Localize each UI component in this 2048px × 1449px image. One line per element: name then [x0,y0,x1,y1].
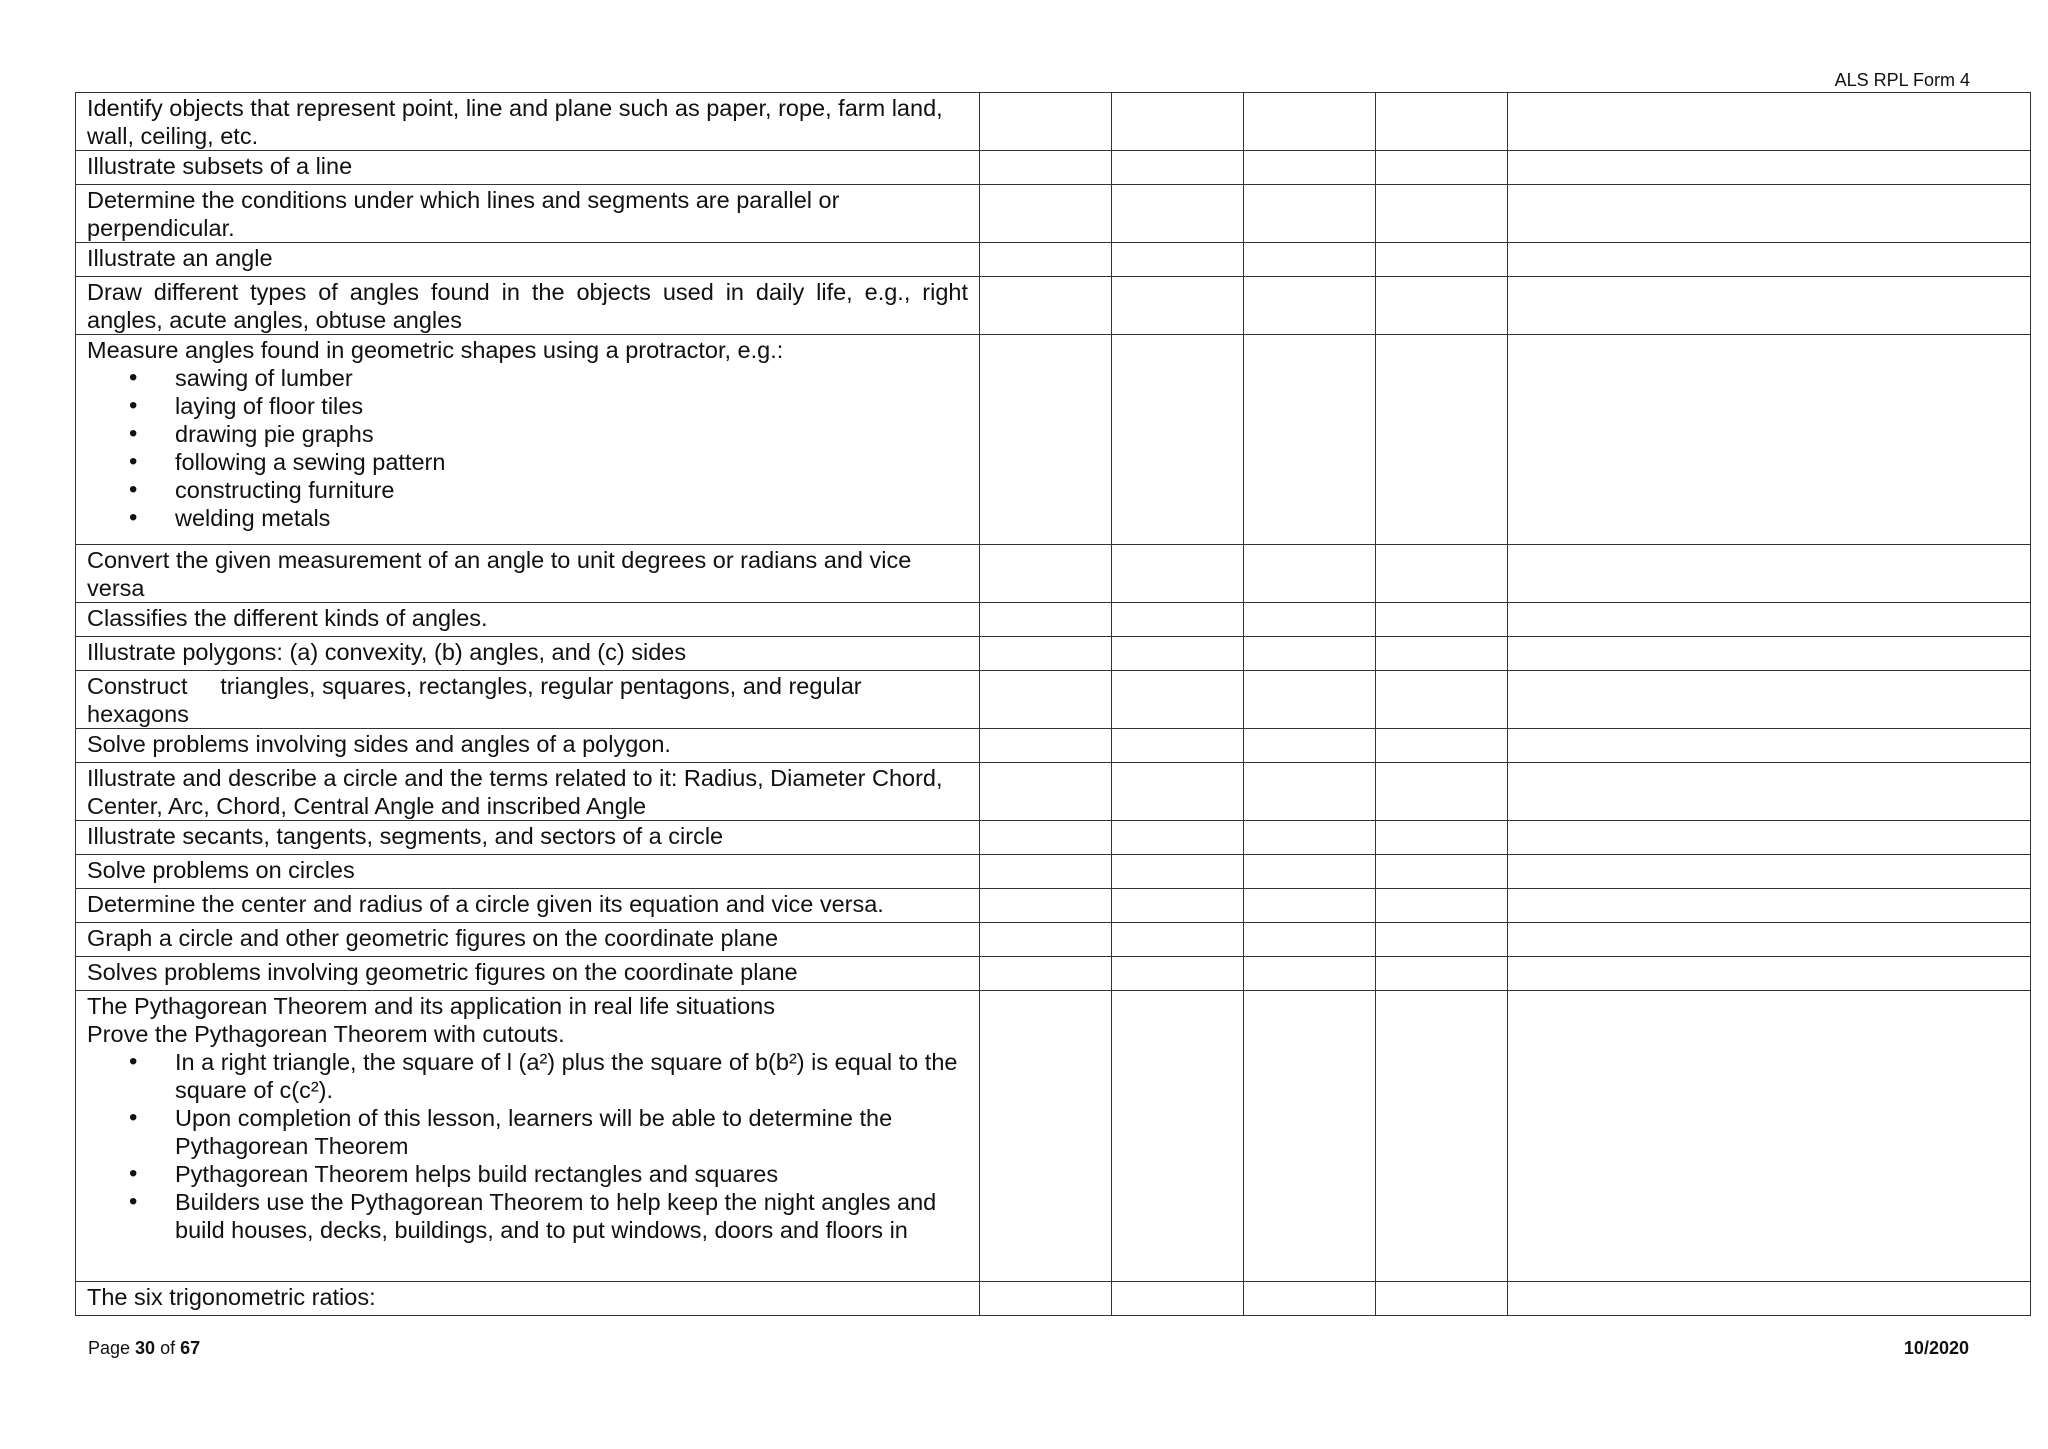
rating-cell [980,855,1112,889]
competency-cell [76,603,980,637]
competency-cell [76,545,980,603]
rating-cell [1376,671,1508,729]
rating-cell [1244,1282,1376,1316]
rating-cell [980,93,1112,151]
competency-text: Illustrate and describe a circle and the terms related to it: Radius, Diameter Chord, Center, Arc, Chord, Central Angle and inscribed Angle [87,765,943,819]
rating-cell [980,957,1112,991]
rating-cell [1112,821,1244,855]
competency-text: Illustrate an angle [87,245,273,271]
rating-cell [1244,855,1376,889]
rating-cell [1244,821,1376,855]
remarks-cell [1508,277,2031,335]
rating-cell [980,1282,1112,1316]
competency-cell [76,923,980,957]
rating-cell [1112,729,1244,763]
rating-cell [980,185,1112,243]
rating-cell [1244,889,1376,923]
remarks-cell [1508,821,2031,855]
rating-cell [980,151,1112,185]
rating-cell [1112,603,1244,637]
rating-cell [980,729,1112,763]
competency-text: Classifies the different kinds of angles. [87,605,488,631]
competency-subtext: Prove the Pythagorean Theorem with cutouts. [87,1021,565,1047]
bullet-item: • Upon completion of this lesson, learners will be able to determine the Pythagorean Theorem [175,1104,968,1160]
rating-cell [1376,151,1508,185]
rating-cell [1376,957,1508,991]
remarks-cell [1508,671,2031,729]
competency-cell [76,277,980,335]
rating-cell [1376,821,1508,855]
competency-text: Solve problems involving sides and angles of a polygon. [87,731,671,757]
competency-text: Solves problems involving geometric figures on the coordinate plane [87,959,798,985]
table-row [76,277,2031,335]
rating-cell [1244,243,1376,277]
rating-cell [1244,151,1376,185]
rating-cell [1244,93,1376,151]
competency-text: Illustrate secants, tangents, segments, and sectors of a circle [87,823,724,849]
table-row [76,991,2031,1282]
competency-text: Construct triangles, squares, rectangles, regular pentagons, and regular hexagons [87,673,862,727]
form-label: ALS RPL Form 4 [1834,70,1970,90]
rating-cell [1376,603,1508,637]
rating-cell [1112,923,1244,957]
rating-cell [1112,185,1244,243]
rating-cell [1112,335,1244,545]
rating-cell [1376,637,1508,671]
document-date: 10/2020 [1903,1338,1969,1358]
competency-cell [76,637,980,671]
competency-cell [76,671,980,729]
remarks-cell [1508,603,2031,637]
rating-cell [1244,335,1376,545]
rating-cell [1376,923,1508,957]
rating-cell [980,991,1112,1282]
competency-cell [76,763,980,821]
rating-cell [1244,957,1376,991]
rating-cell [1376,855,1508,889]
competency-text: The Pythagorean Theorem and its application in real life situations [87,993,775,1019]
competency-cell [76,185,980,243]
rating-cell [1244,637,1376,671]
rating-cell [1244,729,1376,763]
rating-cell [1112,637,1244,671]
competency-text: Convert the given measurement of an angle to unit degrees or radians and vice versa [87,547,912,601]
competency-cell [76,889,980,923]
competency-text: Determine the conditions under which lines and segments are parallel or perpendicular. [87,187,840,241]
competency-cell [76,243,980,277]
rating-cell [1376,93,1508,151]
rating-cell [1112,671,1244,729]
rating-cell [980,923,1112,957]
bullet-item: • laying of floor tiles [175,392,968,420]
rating-cell [1112,957,1244,991]
remarks-cell [1508,545,2031,603]
rating-cell [1244,671,1376,729]
rating-cell [980,545,1112,603]
remarks-cell [1508,763,2031,821]
rating-cell [1244,923,1376,957]
table-row [76,957,2031,991]
rating-cell [1376,763,1508,821]
rating-cell [1376,991,1508,1282]
competency-text: Measure angles found in geometric shapes using a protractor, e.g.: [87,337,784,363]
table-row [76,923,2031,957]
table-row [76,855,2031,889]
bullet-item: • In a right triangle, the square of l (a²) plus the square of b(b²) is equal to the square of c(c²). [175,1048,968,1104]
remarks-cell [1508,729,2031,763]
bullet-item: • constructing furniture [175,476,968,504]
rating-cell [1376,277,1508,335]
rating-cell [980,763,1112,821]
rating-cell [1112,151,1244,185]
bullet-item: • Builders use the Pythagorean Theorem to help keep the night angles and build houses, decks, buildings, and to put windows, doors and floors in [175,1188,968,1244]
rating-cell [1376,889,1508,923]
table-row [76,821,2031,855]
rating-cell [980,889,1112,923]
remarks-cell [1508,185,2031,243]
rating-cell [980,243,1112,277]
competency-cell [76,991,980,1282]
rating-cell [1244,185,1376,243]
rating-cell [1244,545,1376,603]
rating-cell [1112,855,1244,889]
competency-cell [76,1282,980,1316]
rating-cell [980,277,1112,335]
bullet-item: • welding metals [175,504,968,532]
rating-cell [1244,277,1376,335]
rating-cell [1376,185,1508,243]
competency-text: The six trigonometric ratios: [87,1284,376,1310]
table-row [76,671,2031,729]
table-row [76,185,2031,243]
remarks-cell [1508,855,2031,889]
table-row [76,545,2031,603]
competency-text: Determine the center and radius of a circle given its equation and vice versa. [87,891,884,917]
rating-cell [980,603,1112,637]
rating-cell [1376,545,1508,603]
rating-cell [980,821,1112,855]
competency-cell [76,957,980,991]
competency-text: Solve problems on circles [87,857,355,883]
competency-text: Illustrate polygons: (a) convexity, (b) angles, and (c) sides [87,639,687,665]
table-row [76,729,2031,763]
bullet-item: • Pythagorean Theorem helps build rectangles and squares [175,1160,968,1188]
competency-cell [76,151,980,185]
table-row [76,763,2031,821]
page-indicator: Page 30 of 67 [88,1338,201,1358]
competency-text: Graph a circle and other geometric figures on the coordinate plane [87,925,779,951]
table-row [76,603,2031,637]
remarks-cell [1508,93,2031,151]
rating-cell [1112,889,1244,923]
remarks-cell [1508,1282,2031,1316]
rating-cell [1112,545,1244,603]
competency-text: Draw different types of angles found in the objects used in daily life, e.g., right angles, acute angles, obtuse angles [87,279,968,333]
competency-cell [76,729,980,763]
bullet-item: • sawing of lumber [175,364,968,392]
bullet-list [87,364,968,532]
rating-cell [1376,1282,1508,1316]
rating-cell [1112,1282,1244,1316]
competency-cell [76,821,980,855]
remarks-cell [1508,991,2031,1282]
competency-text: Illustrate subsets of a line [87,153,353,179]
rating-cell [1112,763,1244,821]
competency-cell [76,93,980,151]
table-row [76,1282,2031,1316]
remarks-cell [1508,335,2031,545]
bullet-list [87,1048,968,1244]
rating-cell [1112,243,1244,277]
rating-cell [980,637,1112,671]
rating-cell [980,671,1112,729]
bullet-item: • drawing pie graphs [175,420,968,448]
rating-cell [1244,763,1376,821]
rating-cell [1112,93,1244,151]
competency-table [75,92,2031,1316]
remarks-cell [1508,889,2031,923]
table-row [76,889,2031,923]
rating-cell [1244,991,1376,1282]
table-row [76,335,2031,545]
bullet-item: • following a sewing pattern [175,448,968,476]
table-row [76,151,2031,185]
table-row [76,243,2031,277]
remarks-cell [1508,923,2031,957]
rating-cell [1244,603,1376,637]
rating-cell [1112,277,1244,335]
rating-cell [1376,243,1508,277]
remarks-cell [1508,637,2031,671]
competency-cell [76,335,980,545]
remarks-cell [1508,957,2031,991]
rating-cell [980,335,1112,545]
table-row [76,93,2031,151]
remarks-cell [1508,243,2031,277]
rating-cell [1376,335,1508,545]
competency-cell [76,855,980,889]
competency-text: Identify objects that represent point, line and plane such as paper, rope, farm land, wall, ceiling, etc. [87,95,943,149]
remarks-cell [1508,151,2031,185]
rating-cell [1376,729,1508,763]
table-row [76,637,2031,671]
rating-cell [1112,991,1244,1282]
